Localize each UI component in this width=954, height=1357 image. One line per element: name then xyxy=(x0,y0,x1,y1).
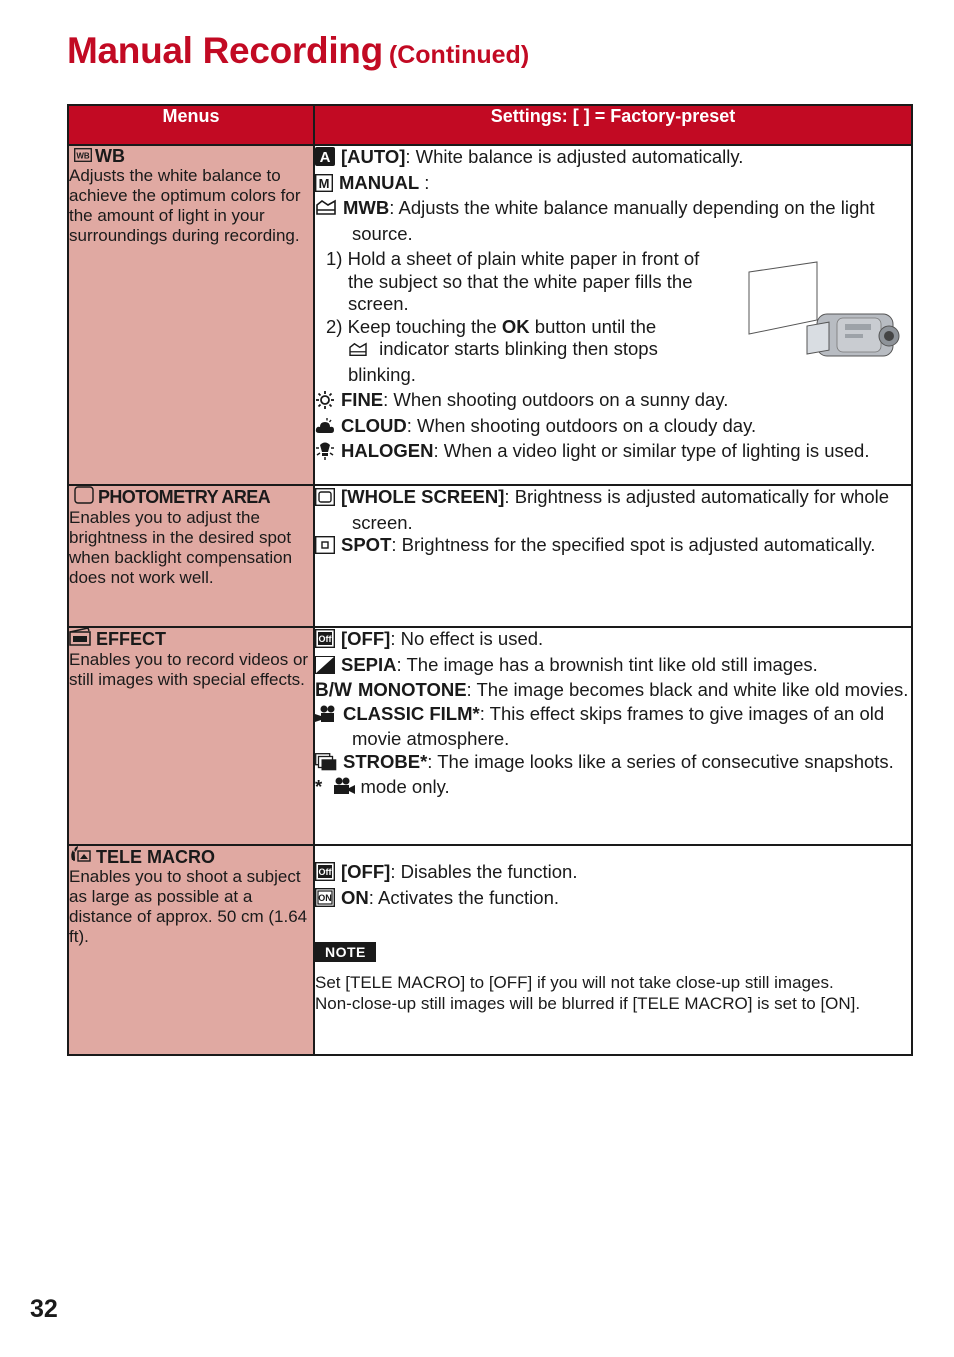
option-mwb-text: : Adjusts the white balance manually depending on the light source. xyxy=(352,197,875,244)
option-mwb-label: MWB xyxy=(343,197,390,218)
option-macro-off-text: : Disables the function. xyxy=(390,861,578,882)
option-macro-on-label: ON xyxy=(341,886,369,908)
option-auto-label: [AUTO] xyxy=(341,146,406,167)
mwb-step-1: 1) Hold a sheet of plain white paper in front of the subject so that the white paper fills the screen. xyxy=(326,248,700,314)
menu-title-effect-label: EFFECT xyxy=(96,629,166,649)
option-classic-film xyxy=(315,703,911,751)
tele-macro-icon xyxy=(69,846,91,867)
svg-text:ON: ON xyxy=(318,892,332,903)
wb-icon xyxy=(74,146,92,166)
option-cloud xyxy=(315,415,911,441)
off-icon xyxy=(315,862,335,887)
option-manual-label: MANUAL xyxy=(339,171,420,193)
option-effect-off-label: [OFF] xyxy=(341,628,391,649)
svg-text:Off: Off xyxy=(318,634,332,644)
option-macro-off xyxy=(315,861,911,887)
menu-title-wb xyxy=(69,146,313,166)
option-mwb xyxy=(315,197,911,245)
option-auto-text: : White balance is adjusted automatically. xyxy=(405,146,744,167)
option-sepia-label: SEPIA xyxy=(341,653,397,675)
page-number: 32 xyxy=(30,1295,58,1323)
option-macro-off-label: [OFF] xyxy=(341,861,391,882)
note-line-1: Set [TELE MACRO] to [OFF] if you will not take close-up still images. xyxy=(315,972,834,992)
option-fine xyxy=(315,389,911,415)
header-menus: Menus xyxy=(68,105,314,145)
spot-icon xyxy=(315,536,335,560)
footnote-star: * xyxy=(315,776,323,797)
auto-icon xyxy=(315,147,335,172)
photometry-icon xyxy=(74,486,94,508)
option-spot xyxy=(315,534,911,560)
header-settings: Settings: [ ] = Factory-preset xyxy=(314,105,912,145)
option-halogen-label: HALOGEN xyxy=(341,440,434,461)
off-icon xyxy=(315,629,335,654)
camera-illustration xyxy=(745,258,903,360)
option-whole-screen xyxy=(315,486,911,534)
page-title xyxy=(67,30,529,72)
svg-text:A: A xyxy=(319,149,331,166)
option-monotone-label: MONOTONE xyxy=(357,679,467,700)
menu-cell-wb xyxy=(68,145,314,485)
option-effect-off xyxy=(315,628,911,654)
menu-title-wb-label: WB xyxy=(95,146,125,166)
option-strobe xyxy=(315,751,911,777)
menu-desc-effect: Enables you to record videos or still images with special effects. xyxy=(69,650,309,689)
table-header-row xyxy=(68,105,912,145)
strobe-icon xyxy=(315,753,337,777)
mwb-step-2: 2) Keep touching the OK button until the indicator starts blinking then stops blinking. xyxy=(326,315,658,385)
option-manual xyxy=(315,172,911,198)
table-row-photometry xyxy=(68,485,912,627)
menu-title-effect xyxy=(69,628,313,650)
bw-icon: B/W xyxy=(315,680,352,701)
option-fine-text: : When shooting outdoors on a sunny day. xyxy=(383,389,729,410)
settings-cell-photometry xyxy=(314,485,912,627)
option-whole-screen-label: [WHOLE SCREEN] xyxy=(341,486,505,507)
whole-screen-icon xyxy=(315,488,335,512)
option-classic-film-label: CLASSIC FILM* xyxy=(343,702,480,724)
ok-button-ref: OK xyxy=(501,315,530,337)
svg-text:WB: WB xyxy=(76,151,90,161)
settings-cell-wb xyxy=(314,145,912,485)
table-row-tele-macro xyxy=(68,845,912,1055)
classic-film-icon xyxy=(315,705,337,729)
svg-text:Off: Off xyxy=(318,867,332,877)
option-cloud-text: : When shooting outdoors on a cloudy day. xyxy=(406,414,757,436)
option-monotone xyxy=(315,679,911,703)
option-monotone-text: : The image becomes black and white like old movies. xyxy=(466,679,909,700)
page-title-sub: (Continued) xyxy=(388,41,530,69)
sun-icon xyxy=(315,391,335,415)
option-spot-label: SPOT xyxy=(341,534,392,555)
menu-cell-tele-macro xyxy=(68,845,314,1055)
menu-title-photometry xyxy=(69,486,313,508)
option-sepia xyxy=(315,654,911,680)
option-strobe-text: : The image looks like a series of consecutive snapshots. xyxy=(427,750,894,772)
menu-desc-tele-macro: Enables you to shoot a subject as large as possible at a distance of approx. 50 cm (1.64 ft). xyxy=(69,867,308,946)
menu-cell-effect xyxy=(68,627,314,845)
option-classic-film-text: : This effect skips frames to give images of an old movie atmosphere. xyxy=(352,702,885,749)
settings-cell-effect xyxy=(314,627,912,845)
option-halogen-text: : When a video light or similar type of lighting is used. xyxy=(433,440,870,461)
option-spot-text: : Brightness for the specified spot is adjusted automatically. xyxy=(391,534,876,555)
option-effect-off-text: : No effect is used. xyxy=(390,628,544,649)
menu-desc-wb: Adjusts the white balance to achieve the optimum colors for the amount of light in your surroundings during recording. xyxy=(69,166,301,245)
settings-table xyxy=(67,104,913,1056)
effect-footnote xyxy=(315,776,911,801)
halogen-icon xyxy=(315,442,335,466)
mwb-steps xyxy=(315,248,911,386)
option-halogen xyxy=(315,440,911,466)
option-cloud-label: CLOUD xyxy=(341,414,407,436)
settings-cell-tele-macro xyxy=(314,845,912,1055)
option-macro-on-text: : Activates the function. xyxy=(368,886,559,908)
note-badge: NOTE xyxy=(315,942,376,962)
menu-desc-photometry: Enables you to adjust the brightness in the desired spot when backlight compensation does not work well. xyxy=(69,508,293,587)
option-auto xyxy=(315,146,911,172)
footnote-text: mode only. xyxy=(355,776,450,797)
manual-icon xyxy=(315,174,333,198)
menu-title-tele-macro-label: TELE MACRO xyxy=(96,846,215,867)
video-mode-icon xyxy=(333,777,355,801)
on-icon xyxy=(315,888,335,913)
option-fine-label: FINE xyxy=(341,389,384,410)
menu-title-photometry-label: PHOTOMETRY AREA xyxy=(98,487,271,507)
mwb-icon xyxy=(315,199,337,223)
option-whole-screen-text: : Brightness is adjusted automatically for whole screen. xyxy=(352,486,890,533)
effect-icon xyxy=(69,628,91,650)
option-manual-text: : xyxy=(419,171,430,193)
note-section xyxy=(315,940,911,1015)
option-sepia-text: : The image has a brownish tint like old still images. xyxy=(396,653,818,675)
page-title-main: Manual Recording xyxy=(67,30,383,71)
cloud-icon xyxy=(315,418,335,441)
note-line-2: Non-close-up still images will be blurred if [TELE MACRO] is set to [ON]. xyxy=(315,994,861,1013)
mwb-indicator-icon xyxy=(348,341,368,364)
menu-title-tele-macro xyxy=(69,846,313,867)
table-row-effect xyxy=(68,627,912,845)
svg-text:M: M xyxy=(318,175,330,191)
table-row-wb xyxy=(68,145,912,485)
option-macro-on xyxy=(315,887,911,913)
menu-cell-photometry xyxy=(68,485,314,627)
sepia-icon xyxy=(315,656,335,680)
option-strobe-label: STROBE* xyxy=(343,750,428,772)
